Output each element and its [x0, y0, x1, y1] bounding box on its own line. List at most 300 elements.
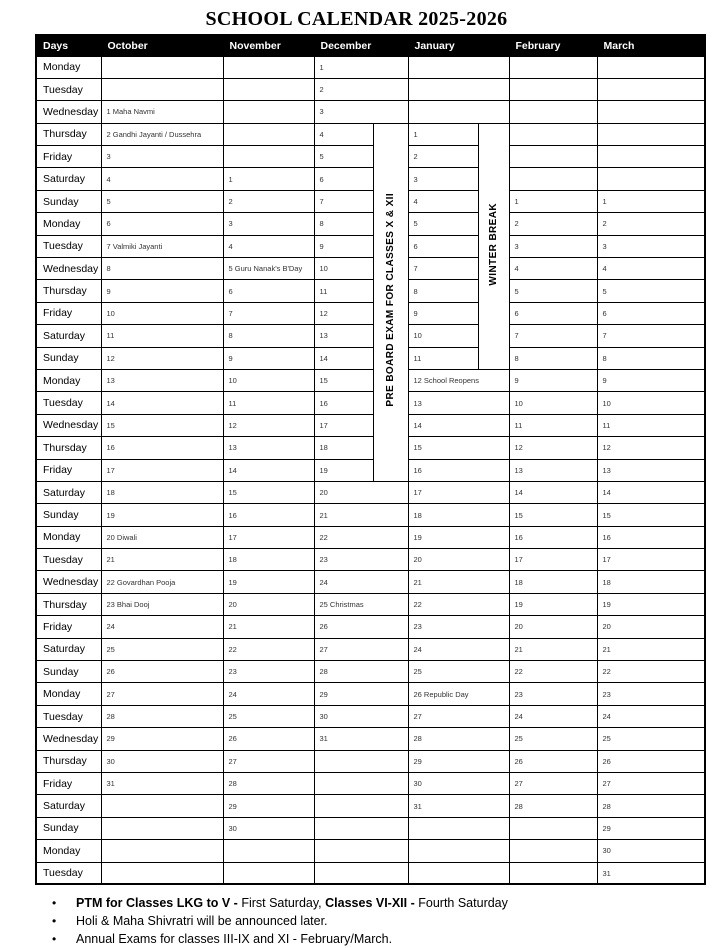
date-cell: 25 [408, 661, 509, 683]
calendar-row [36, 347, 705, 369]
calendar-row [36, 862, 705, 884]
day-label: Sunday [36, 504, 101, 526]
date-cell: 28 [509, 795, 597, 817]
column-header: October [101, 35, 223, 56]
date-cell: 14 [223, 459, 314, 481]
date-cell: 6 [509, 302, 597, 324]
date-cell [509, 56, 597, 78]
date-cell: 2 [597, 213, 705, 235]
date-cell: 31 [408, 795, 509, 817]
date-cell: 2 Gandhi Jayanti / Dussehra [101, 123, 223, 145]
date-cell: 10 [408, 325, 478, 347]
note-item [52, 894, 713, 912]
date-cell: 20 [597, 616, 705, 638]
day-label: Thursday [36, 750, 101, 772]
note-text: Annual Exams for classes III-IX and XI - February/March. [76, 932, 393, 947]
calendar-row [36, 638, 705, 660]
day-label: Wednesday [36, 258, 101, 280]
calendar-row [36, 213, 705, 235]
day-label: Thursday [36, 593, 101, 615]
date-cell: 10 [597, 392, 705, 414]
note-item [52, 912, 713, 930]
date-cell: 6 [597, 302, 705, 324]
date-cell: 19 [597, 593, 705, 615]
date-cell: 28 [314, 661, 408, 683]
date-cell [597, 123, 705, 145]
date-cell: 16 [597, 526, 705, 548]
date-cell: 1 [223, 168, 314, 190]
date-cell [597, 146, 705, 168]
date-cell: 4 [314, 123, 373, 145]
preboard-exam-label: PRE BOARD EXAM FOR CLASSES X & XII [385, 192, 396, 407]
calendar-row [36, 571, 705, 593]
date-cell [509, 862, 597, 884]
date-cell: 2 [223, 190, 314, 212]
date-cell: 19 [314, 459, 373, 481]
day-label: Monday [36, 213, 101, 235]
date-cell: 5 [314, 146, 373, 168]
date-cell [314, 817, 408, 839]
date-cell [314, 840, 408, 862]
day-label: Tuesday [36, 235, 101, 257]
date-cell: 30 [597, 840, 705, 862]
date-cell: 24 [101, 616, 223, 638]
date-cell: 8 [509, 347, 597, 369]
date-cell: 4 [101, 168, 223, 190]
date-cell: 2 [314, 78, 408, 100]
date-cell: 28 [101, 705, 223, 727]
date-cell: 8 [314, 213, 373, 235]
date-cell: 8 [597, 347, 705, 369]
date-cell: 19 [101, 504, 223, 526]
date-cell: 14 [314, 347, 373, 369]
date-cell: 19 [408, 526, 509, 548]
date-cell: 26 [223, 728, 314, 750]
date-cell [408, 78, 509, 100]
date-cell: 20 [408, 549, 509, 571]
day-label: Thursday [36, 437, 101, 459]
date-cell [101, 862, 223, 884]
date-cell: 1 Maha Navmi [101, 101, 223, 123]
day-label: Monday [36, 526, 101, 548]
date-cell: 25 Christmas [314, 593, 408, 615]
date-cell [101, 78, 223, 100]
date-cell: 19 [509, 593, 597, 615]
date-cell: 29 [223, 795, 314, 817]
date-cell: 9 [408, 302, 478, 324]
day-label: Wednesday [36, 414, 101, 436]
column-header: January [408, 35, 509, 56]
date-cell: 14 [101, 392, 223, 414]
day-label: Saturday [36, 638, 101, 660]
date-cell: 21 [223, 616, 314, 638]
date-cell: 21 [509, 638, 597, 660]
calendar-row [36, 235, 705, 257]
date-cell: 29 [101, 728, 223, 750]
calendar-row [36, 414, 705, 436]
date-cell: 27 [101, 683, 223, 705]
date-cell: 5 [597, 280, 705, 302]
date-cell: 22 [223, 638, 314, 660]
date-cell: 7 [597, 325, 705, 347]
day-label: Friday [36, 616, 101, 638]
date-cell: 5 [509, 280, 597, 302]
day-label: Saturday [36, 168, 101, 190]
date-cell: 18 [223, 549, 314, 571]
date-cell: 2 [408, 146, 478, 168]
date-cell: 21 [597, 638, 705, 660]
calendar-body [36, 56, 705, 884]
calendar-row [36, 481, 705, 503]
date-cell [101, 56, 223, 78]
date-cell: 27 [408, 705, 509, 727]
calendar-row [36, 526, 705, 548]
date-cell: 6 [408, 235, 478, 257]
day-label: Monday [36, 56, 101, 78]
date-cell [314, 750, 408, 772]
date-cell: 16 [408, 459, 509, 481]
day-label: Saturday [36, 795, 101, 817]
calendar-row [36, 593, 705, 615]
date-cell: 22 [509, 661, 597, 683]
calendar-row [36, 817, 705, 839]
column-header: November [223, 35, 314, 56]
date-cell: 18 [408, 504, 509, 526]
date-cell [597, 168, 705, 190]
date-cell: 22 [408, 593, 509, 615]
date-cell: 14 [509, 481, 597, 503]
date-cell: 12 [223, 414, 314, 436]
date-cell: 7 [408, 258, 478, 280]
date-cell [509, 817, 597, 839]
date-cell: 21 [314, 504, 408, 526]
column-header: December [314, 35, 408, 56]
date-cell: 24 [509, 705, 597, 727]
date-cell: 16 [509, 526, 597, 548]
date-cell: 30 [223, 817, 314, 839]
column-header: February [509, 35, 597, 56]
date-cell: 17 [223, 526, 314, 548]
date-cell [509, 840, 597, 862]
date-cell: 17 [101, 459, 223, 481]
date-cell: 1 [314, 56, 408, 78]
day-label: Monday [36, 840, 101, 862]
date-cell: 12 School Reopens [408, 369, 509, 391]
date-cell: 1 [509, 190, 597, 212]
date-cell [314, 795, 408, 817]
date-cell: 15 [314, 369, 373, 391]
date-cell [101, 840, 223, 862]
date-cell [597, 78, 705, 100]
date-cell [597, 56, 705, 78]
date-cell: 11 [408, 347, 478, 369]
date-cell: 1 [408, 123, 478, 145]
date-cell: 10 [101, 302, 223, 324]
calendar-row [36, 190, 705, 212]
calendar-row [36, 773, 705, 795]
date-cell: 4 [223, 235, 314, 257]
date-cell: 29 [314, 683, 408, 705]
date-cell: 3 [314, 101, 408, 123]
date-cell: 12 [597, 437, 705, 459]
day-label: Thursday [36, 280, 101, 302]
date-cell [408, 56, 509, 78]
date-cell: 21 [101, 549, 223, 571]
preboard-exam-banner [373, 123, 408, 481]
date-cell: 17 [597, 549, 705, 571]
date-cell: 24 [408, 638, 509, 660]
date-cell [223, 56, 314, 78]
date-cell: 24 [314, 571, 408, 593]
date-cell: 28 [223, 773, 314, 795]
date-cell: 14 [408, 414, 509, 436]
calendar-row [36, 146, 705, 168]
date-cell: 17 [509, 549, 597, 571]
date-cell: 9 [597, 369, 705, 391]
date-cell: 11 [509, 414, 597, 436]
bullet-icon: • [52, 896, 57, 911]
date-cell: 2 [509, 213, 597, 235]
date-cell: 23 [509, 683, 597, 705]
date-cell: 18 [101, 481, 223, 503]
day-label: Wednesday [36, 101, 101, 123]
date-cell: 7 [314, 190, 373, 212]
date-cell: 6 [223, 280, 314, 302]
date-cell: 12 [314, 302, 373, 324]
date-cell: 30 [101, 750, 223, 772]
date-cell: 12 [101, 347, 223, 369]
date-cell: 23 [223, 661, 314, 683]
date-cell: 18 [314, 437, 373, 459]
date-cell: 23 [408, 616, 509, 638]
date-cell: 31 [101, 773, 223, 795]
date-cell: 13 [314, 325, 373, 347]
calendar-row [36, 437, 705, 459]
date-cell [408, 840, 509, 862]
note-text: Holi & Maha Shivratri will be announced later. [76, 914, 328, 929]
date-cell: 7 Valmiki Jayanti [101, 235, 223, 257]
date-cell: 5 [408, 213, 478, 235]
date-cell: 27 [223, 750, 314, 772]
date-cell: 10 [223, 369, 314, 391]
date-cell: 10 [509, 392, 597, 414]
date-cell: 31 [314, 728, 408, 750]
date-cell [509, 168, 597, 190]
bullet-icon: • [52, 932, 57, 947]
date-cell: 18 [597, 571, 705, 593]
date-cell: 28 [597, 795, 705, 817]
date-cell: 29 [597, 817, 705, 839]
date-cell: 15 [408, 437, 509, 459]
date-cell: 10 [314, 258, 373, 280]
date-cell: 8 [408, 280, 478, 302]
date-cell: 20 [509, 616, 597, 638]
calendar-row [36, 616, 705, 638]
day-label: Sunday [36, 661, 101, 683]
day-label: Monday [36, 683, 101, 705]
calendar-row [36, 728, 705, 750]
date-cell: 20 Diwali [101, 526, 223, 548]
date-cell: 6 [101, 213, 223, 235]
day-label: Friday [36, 302, 101, 324]
calendar-row [36, 258, 705, 280]
day-label: Thursday [36, 123, 101, 145]
date-cell [509, 123, 597, 145]
date-cell: 15 [223, 481, 314, 503]
date-cell: 12 [509, 437, 597, 459]
calendar-row [36, 750, 705, 772]
date-cell: 9 [223, 347, 314, 369]
date-cell [223, 862, 314, 884]
date-cell: 26 [101, 661, 223, 683]
date-cell: 20 [314, 481, 408, 503]
date-cell: 31 [597, 862, 705, 884]
calendar-wrapper [35, 34, 713, 885]
date-cell: 23 Bhai Dooj [101, 593, 223, 615]
date-cell: 26 Republic Day [408, 683, 509, 705]
date-cell: 11 [101, 325, 223, 347]
date-cell: 22 [597, 661, 705, 683]
date-cell [223, 123, 314, 145]
day-label: Saturday [36, 481, 101, 503]
date-cell: 5 [101, 190, 223, 212]
day-label: Tuesday [36, 392, 101, 414]
date-cell [597, 101, 705, 123]
date-cell: 15 [509, 504, 597, 526]
day-label: Tuesday [36, 549, 101, 571]
date-cell: 13 [408, 392, 509, 414]
date-cell [223, 78, 314, 100]
date-cell [509, 78, 597, 100]
date-cell: 18 [509, 571, 597, 593]
winter-break-label: WINTER BREAK [488, 202, 499, 286]
date-cell: 25 [597, 728, 705, 750]
date-cell: 4 [509, 258, 597, 280]
calendar-row [36, 459, 705, 481]
date-cell: 3 [101, 146, 223, 168]
calendar-row [36, 392, 705, 414]
calendar-header [36, 35, 705, 56]
date-cell [408, 862, 509, 884]
day-label: Saturday [36, 325, 101, 347]
date-cell: 16 [314, 392, 373, 414]
calendar-row [36, 280, 705, 302]
date-cell: 25 [509, 728, 597, 750]
date-cell [101, 817, 223, 839]
date-cell: 3 [597, 235, 705, 257]
date-cell: 22 [314, 526, 408, 548]
date-cell: 23 [597, 683, 705, 705]
date-cell [101, 795, 223, 817]
calendar-row [36, 683, 705, 705]
date-cell: 21 [408, 571, 509, 593]
date-cell: 30 [408, 773, 509, 795]
day-label: Friday [36, 459, 101, 481]
day-label: Sunday [36, 347, 101, 369]
date-cell: 19 [223, 571, 314, 593]
date-cell: 22 Govardhan Pooja [101, 571, 223, 593]
column-header: Days [36, 35, 101, 56]
date-cell [223, 146, 314, 168]
winter-break-banner [478, 123, 509, 369]
date-cell: 25 [101, 638, 223, 660]
date-cell: 9 [101, 280, 223, 302]
note-item [52, 930, 713, 948]
calendar-row [36, 123, 705, 145]
date-cell: 23 [314, 549, 408, 571]
date-cell: 4 [408, 190, 478, 212]
date-cell: 26 [597, 750, 705, 772]
date-cell: 13 [223, 437, 314, 459]
calendar-row [36, 325, 705, 347]
calendar-row [36, 795, 705, 817]
date-cell: 11 [314, 280, 373, 302]
date-cell: 30 [314, 705, 408, 727]
day-label: Friday [36, 773, 101, 795]
date-cell [408, 101, 509, 123]
date-cell: 3 [509, 235, 597, 257]
calendar-row [36, 504, 705, 526]
date-cell: 13 [597, 459, 705, 481]
calendar-row [36, 840, 705, 862]
date-cell: 13 [509, 459, 597, 481]
date-cell: 14 [597, 481, 705, 503]
day-label: Wednesday [36, 728, 101, 750]
date-cell: 11 [597, 414, 705, 436]
day-label: Sunday [36, 817, 101, 839]
day-label: Monday [36, 369, 101, 391]
day-label: Tuesday [36, 78, 101, 100]
date-cell: 7 [509, 325, 597, 347]
date-cell: 11 [223, 392, 314, 414]
date-cell [509, 101, 597, 123]
calendar-row [36, 302, 705, 324]
date-cell: 17 [314, 414, 373, 436]
date-cell: 8 [223, 325, 314, 347]
notes-list [52, 894, 713, 948]
bullet-icon: • [52, 914, 57, 929]
calendar-row [36, 78, 705, 100]
date-cell: 15 [597, 504, 705, 526]
calendar-row [36, 168, 705, 190]
date-cell: 24 [597, 705, 705, 727]
date-cell: 13 [101, 369, 223, 391]
date-cell: 8 [101, 258, 223, 280]
day-label: Tuesday [36, 705, 101, 727]
day-label: Tuesday [36, 862, 101, 884]
date-cell: 27 [314, 638, 408, 660]
date-cell: 7 [223, 302, 314, 324]
date-cell [223, 840, 314, 862]
date-cell: 27 [509, 773, 597, 795]
date-cell: 3 [223, 213, 314, 235]
date-cell: 26 [509, 750, 597, 772]
date-cell: 29 [408, 750, 509, 772]
date-cell: 15 [101, 414, 223, 436]
date-cell: 20 [223, 593, 314, 615]
day-label: Friday [36, 146, 101, 168]
date-cell: 27 [597, 773, 705, 795]
day-label: Sunday [36, 190, 101, 212]
calendar-row [36, 705, 705, 727]
date-cell: 9 [509, 369, 597, 391]
date-cell: 16 [101, 437, 223, 459]
date-cell: 17 [408, 481, 509, 503]
calendar-row [36, 661, 705, 683]
calendar-row [36, 369, 705, 391]
date-cell [314, 773, 408, 795]
date-cell: 9 [314, 235, 373, 257]
